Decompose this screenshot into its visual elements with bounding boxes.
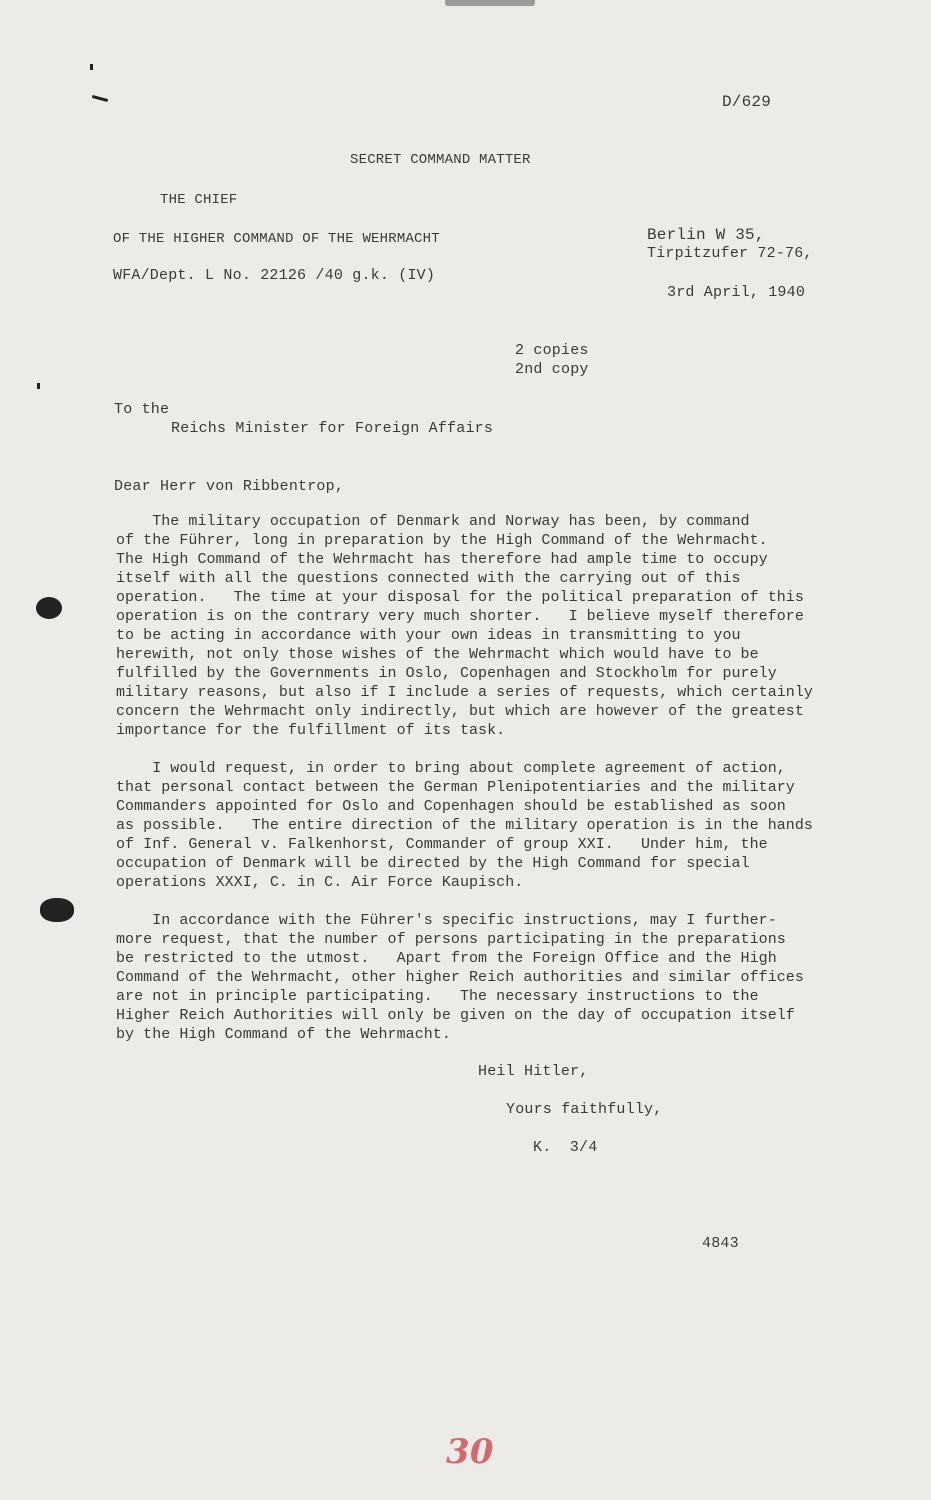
sender-organization: OF THE HIGHER COMMAND OF THE WEHRMACHT [113,231,440,247]
recipient-line2: Reichs Minister for Foreign Affairs [171,420,494,437]
margin-speck [90,64,93,70]
signature-initials: K. 3/4 [533,1139,598,1156]
document-number: 4843 [702,1235,739,1252]
body-line: that personal contact between the German Plenipotentiaries and the military [116,779,795,796]
body-line: fulfilled by the Governments in Oslo, Copenhagen and Stockholm for purely [116,665,777,682]
body-line: importance for the fulfillment of its task. [116,722,506,739]
closing-signoff: Yours faithfully, [506,1101,663,1118]
body-line: of the Führer, long in preparation by the High Command of the Wehrmacht. [116,532,768,549]
classification-heading: SECRET COMMAND MATTER [350,152,531,168]
body-line: operations XXXI, C. in C. Air Force Kaupisch. [116,874,524,891]
body-line: Higher Reich Authorities will only be given on the day of occupation itself [116,1007,795,1024]
body-line: operation is on the contrary very much shorter. I believe myself therefore [116,608,804,625]
page-number-stamp: 30 [446,1432,494,1472]
body-line: concern the Wehrmacht only indirectly, but which are however of the greatest [116,703,804,720]
body-line: occupation of Denmark will be directed by the High Command for special [116,855,750,872]
file-number: WFA/Dept. L No. 22126 /40 g.k. (IV) [113,267,436,284]
body-line: The military occupation of Denmark and Norway has been, by command [116,513,750,530]
recipient-line1: To the [114,401,170,418]
body-line: operation. The time at your disposal for the political preparation of this [116,589,804,606]
salutation: Dear Herr von Ribbentrop, [114,478,345,495]
body-line: Command of the Wehrmacht, other higher Reich authorities and similar offices [116,969,804,986]
reference-number: D/629 [722,93,772,111]
body-line: itself with all the questions connected with the carrying out of this [116,570,741,587]
body-line: by the High Command of the Wehrmacht. [116,1026,451,1043]
body-line: to be acting in accordance with your own ideas in transmitting to you [116,627,741,644]
body-line: as possible. The entire direction of the military operation is in the hands [116,817,813,834]
closing-greeting: Heil Hitler, [478,1063,589,1080]
margin-speck [37,383,40,389]
sender-title: THE CHIEF [160,192,238,208]
body-line: The High Command of the Wehrmacht has therefore had ample time to occupy [116,551,768,568]
paper-edge-mark [445,0,535,6]
body-line: In accordance with the Führer's specific instructions, may I further- [116,912,777,929]
body-line: are not in principle participating. The necessary instructions to the [116,988,759,1005]
sender-address-line1: Berlin W 35, [647,226,765,244]
punch-hole-mark [36,597,62,619]
body-line: military reasons, but also if I include a series of requests, which certainly [116,684,813,701]
sender-address-line2: Tirpitzufer 72-76, [647,245,813,262]
punch-hole-mark [40,898,74,922]
copy-number: 2nd copy [515,361,589,378]
letter-date: 3rd April, 1940 [667,284,806,301]
body-line: Commanders appointed for Oslo and Copenhagen should be established as soon [116,798,786,815]
body-line: be restricted to the utmost. Apart from the Foreign Office and the High [116,950,777,967]
copies-count: 2 copies [515,342,589,359]
body-line: I would request, in order to bring about complete agreement of action, [116,760,786,777]
margin-arrow-mark [92,95,108,102]
body-line: more request, that the number of persons participating in the preparations [116,931,786,948]
body-line: herewith, not only those wishes of the Wehrmacht which would have to be [116,646,759,663]
body-line: of Inf. General v. Falkenhorst, Commander of group XXI. Under him, the [116,836,768,853]
